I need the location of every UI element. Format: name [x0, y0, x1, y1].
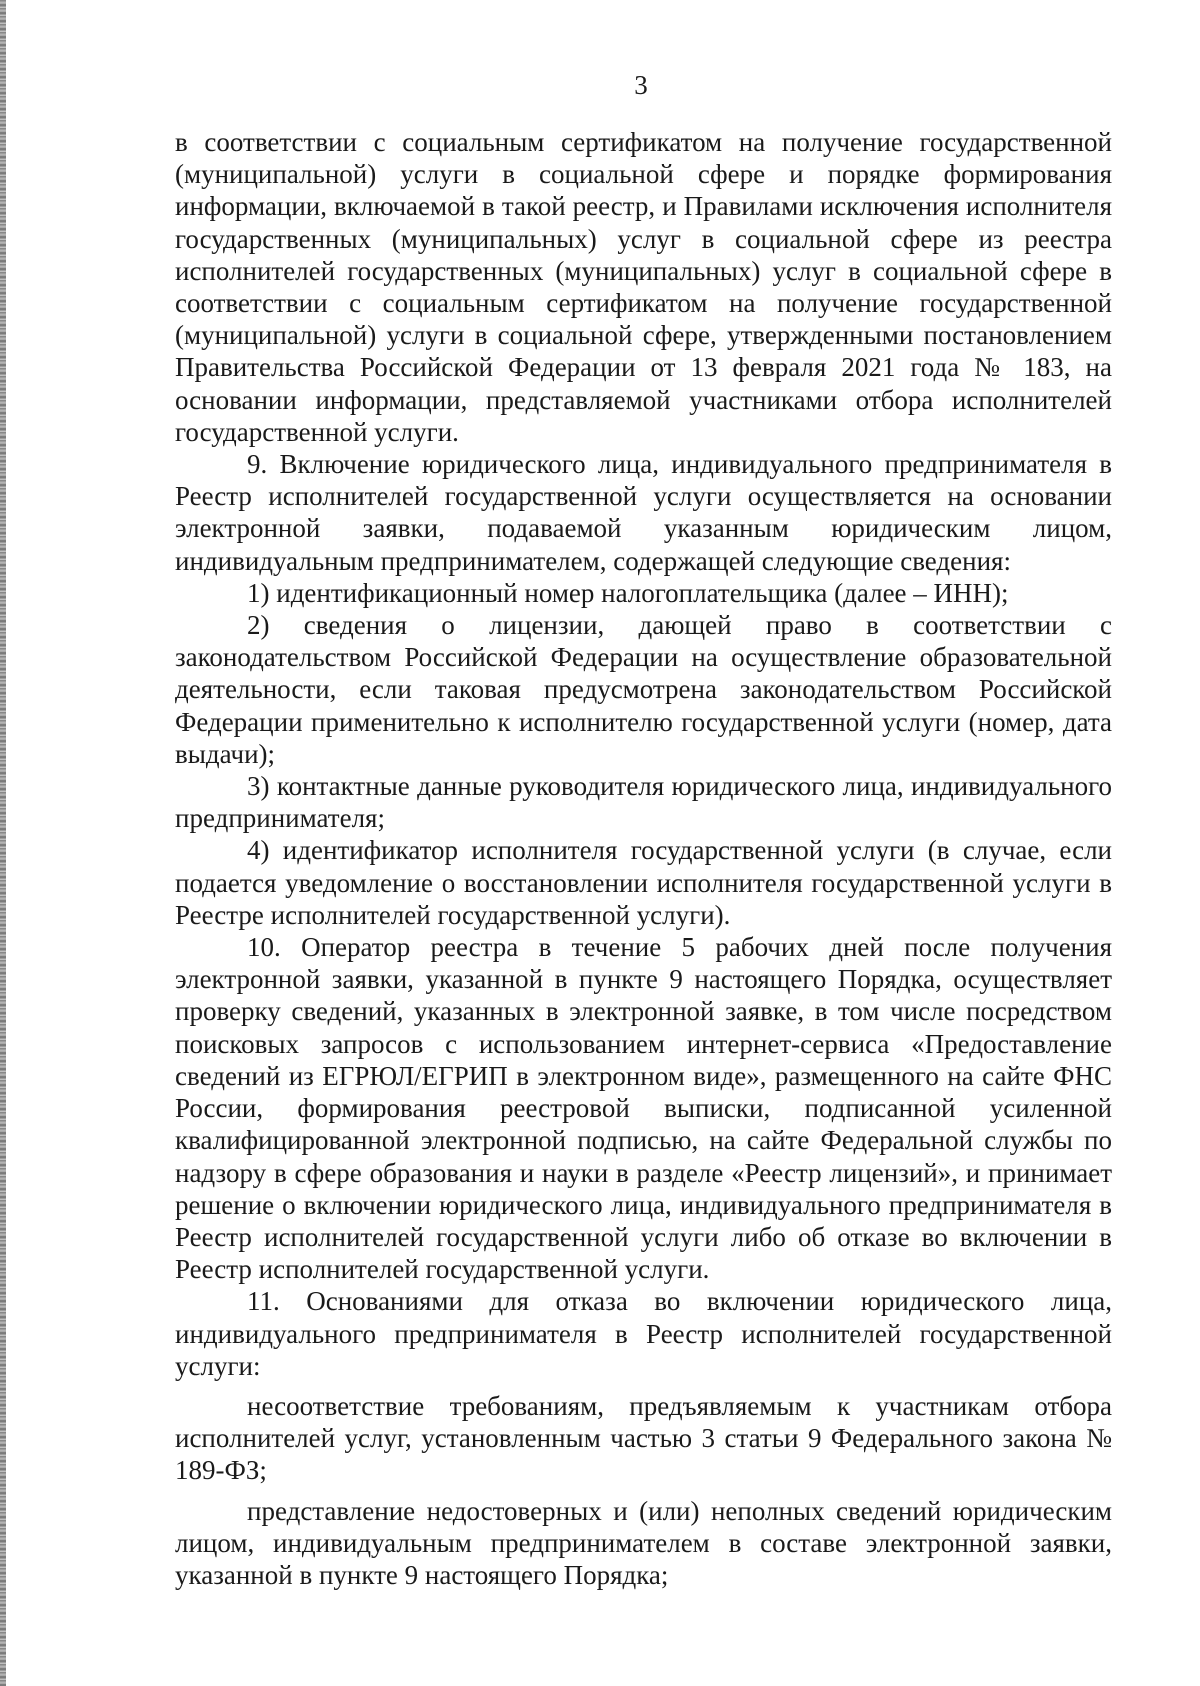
list-item-license: 2) сведения о лицензии, дающей право в соответствии с законодательством Российской Федерации на осуществление образовательной деятельности, если таковая предусмотрена законодательством Российской Федерации применительно к исполнителю государственной услуги (номер, дата выдачи);: [175, 610, 1112, 769]
list-item-noncompliance: несоответствие требованиям, предъявляемым к участникам отбора исполнителей услуг, установленным частью 3 статьи 9 Федерального закона № 189-ФЗ;: [175, 1390, 1112, 1486]
paragraph-item-11: 11. Основаниями для отказа во включении юридического лица, индивидуального предпринимателя в Реестр исполнителей государственной услуги:: [175, 1286, 1112, 1381]
paragraph-item-9: 9. Включение юридического лица, индивидуального предпринимателя в Реестр исполнителей государственной услуги осуществляется на основании электронной заявки, подаваемой указанным юридическим лицом, индивидуальным предпринимателем, содержащей следующие сведения:: [175, 449, 1112, 576]
document-body: [175, 126, 1112, 1591]
list-item-identifier: 4) идентификатор исполнителя государственной услуги (в случае, если подается уведомление о восстановлении исполнителя государственной услуги в Реестре исполнителей государственной услуги).: [175, 835, 1112, 930]
list-item-inn: 1) идентификационный номер налогоплательщика (далее – ИНН);: [247, 577, 1009, 608]
list-item-false-info: представление недостоверных и (или) неполных сведений юридическим лицом, индивидуальным предпринимателем в составе электронной заявки, указанной в пункте 9 настоящего Порядка;: [175, 1495, 1112, 1590]
scan-edge: [0, 0, 6, 1686]
paragraph-continuation: в соответствии с социальным сертификатом на получение государственной (муниципальной) услуги в социальной сфере и порядке формирования информации, включаемой в такой реестр, и Правилами исключения исполнителя государственных (муниципальных) услуг в социальной сфере из реестра исполнителей государственных (муниципальных) услуг в социальной сфере в соответствии с социальным сертификатом на получение государственной (муниципальной) услуги в социальной сфере, утвержденными постановлением Правительства Российской Федерации от 13 февраля 2021 года № 183, на основании информации, представляемой участниками отбора исполнителей государственной услуги.: [175, 127, 1112, 447]
paragraph-item-10: 10. Оператор реестра в течение 5 рабочих дней после получения электронной заявки, указанной в пункте 9 настоящего Порядка, осуществляет проверку сведений, указанных в электронной заявке, в том числе посредством поисковых запросов с использованием интернет-сервиса «Предоставление сведений из ЕГРЮЛ/ЕГРИП в электронном виде», размещенного на сайте ФНС России, формирования реестровой выписки, подписанной усиленной квалифицированной электронной подписью, на сайте Федеральной службы по надзору в сфере образования и науки в разделе «Реестр лицензий», и принимает решение о включении юридического лица, индивидуального предпринимателя в Реестр исполнителей государственной услуги либо об отказе во включении в Реестр исполнителей государственной услуги.: [175, 932, 1112, 1285]
page-number: 3: [634, 70, 648, 100]
list-item-contacts: 3) контактные данные руководителя юридического лица, индивидуального предпринимателя;: [175, 771, 1112, 834]
